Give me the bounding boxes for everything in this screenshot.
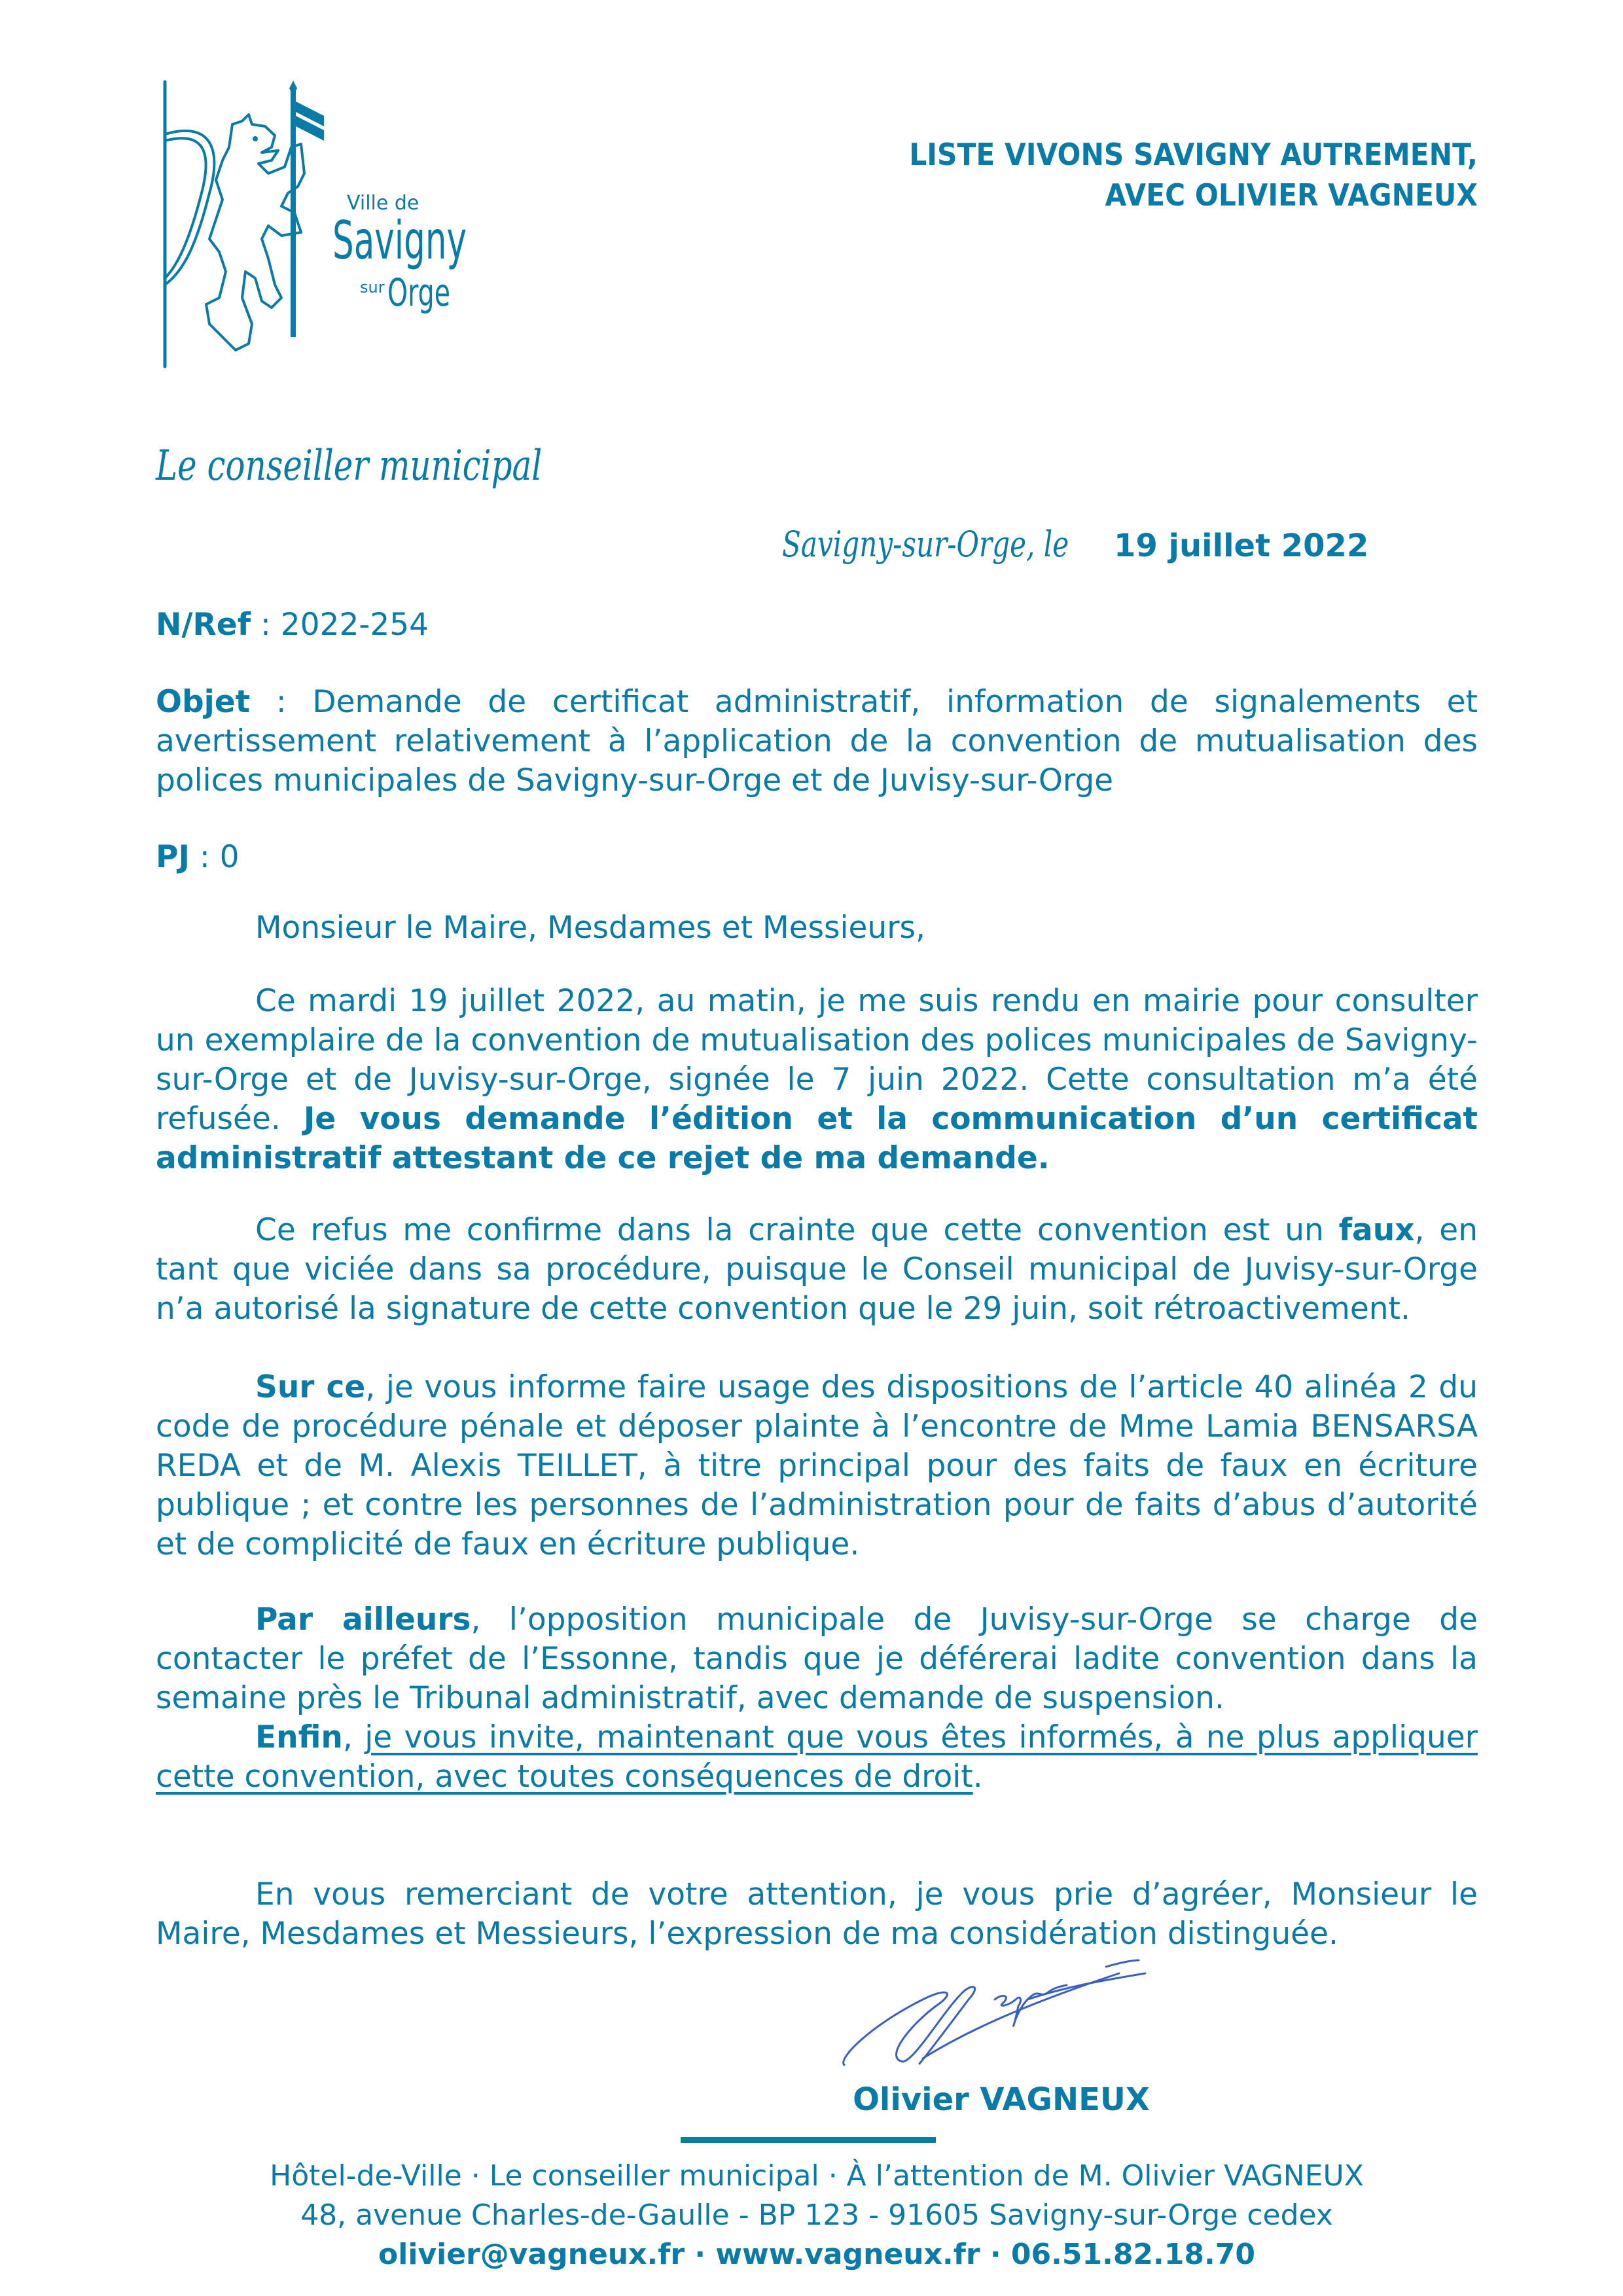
- signer-name: Olivier VAGNEUX: [853, 2081, 1150, 2118]
- logo-orge: Orge: [387, 270, 450, 315]
- paragraph-4: [156, 1600, 1478, 1718]
- paragraph-3-bold: Sur ce: [255, 1369, 366, 1405]
- city-logo: [157, 75, 497, 376]
- footer: [156, 2157, 1478, 2274]
- handwritten-signature-icon: [831, 1954, 1171, 2085]
- paragraph-4-bold: Par ailleurs: [255, 1602, 471, 1638]
- subject-line: [156, 683, 1478, 800]
- subject-value: Demande de certificat administratif, information de signalements et avertissement relativement à l’application de la convention de mutualisation des polices municipales de Savigny-sur-Orge et de Juvisy-sur-Orge: [156, 684, 1478, 798]
- footer-email-link[interactable]: olivier@vagneux.fr: [378, 2238, 685, 2271]
- footer-contact: [156, 2235, 1478, 2274]
- letterhead-title: [781, 134, 1478, 215]
- subject-sep: :: [250, 684, 313, 720]
- reference-label: N/Ref: [156, 607, 251, 643]
- paragraph-1-bold: Je vous demande l’édition et la communication d’un certificat administratif attestant de ce rejet de ma demande.: [156, 1101, 1478, 1176]
- paragraph-2-bold: faux: [1338, 1212, 1415, 1248]
- reference-sep: :: [251, 607, 281, 643]
- logo-ville-de: Ville de: [347, 192, 419, 215]
- attachments-value: 0: [219, 839, 240, 875]
- attachments-label: PJ: [156, 839, 190, 875]
- attachments-line: [156, 838, 1478, 877]
- dateline-place: Savigny-sur-Orge, le: [782, 524, 1069, 565]
- logo-savigny: Savigny: [332, 210, 467, 271]
- dateline-date: 19 juillet 2022: [1114, 528, 1369, 564]
- dateline: [782, 524, 1368, 565]
- paragraph-1-text: Ce mardi 19 juillet 2022, au matin, je me suis rendu en mairie pour consulter un exemplaire de la convention de mutualisation des polices municipales de Savigny-sur-Orge et de Juvisy-sur-Orge, signée le 7 juin 2022. Cette consultation m’a été refusée.: [156, 983, 1478, 1137]
- greeting: Monsieur le Maire, Mesdames et Messieurs,: [255, 910, 925, 946]
- paragraph-3: [156, 1368, 1478, 1564]
- paragraph-4-after: , l’opposition municipale de Juvisy-sur-Orge se charge de contacter le préfet de l’Essonne, tandis que je déférerai ladite convention dans la semaine près le Tribunal administratif, avec demande de suspension.: [156, 1602, 1478, 1716]
- logo-sur: sur: [360, 278, 385, 296]
- paragraph-2-after: , en tant que viciée dans sa procédure, puisque le Conseil municipal de Juvisy-sur-Orge n’a autorisé la signature de cette convention que le 29 juin, soit rétroactivement.: [156, 1212, 1478, 1327]
- paragraph-5: [156, 1718, 1478, 1797]
- attachments-sep: :: [189, 839, 220, 875]
- footer-phone: 06.51.82.18.70: [1010, 2238, 1255, 2271]
- footer-divider: [681, 2137, 936, 2143]
- letterhead-line-2: AVEC OLIVIER VAGNEUX: [1105, 177, 1478, 213]
- paragraph-2: [156, 1211, 1478, 1329]
- sender-role: Le conseiller municipal: [156, 442, 543, 490]
- reference-value: 2022-254: [280, 607, 429, 643]
- paragraph-5-sep: ,: [342, 1719, 365, 1755]
- lion-rampant-with-banner-icon: [157, 75, 497, 376]
- footer-sep-2: ·: [980, 2238, 1011, 2271]
- paragraph-2-before: Ce refus me confirme dans la crainte que cette convention est un: [255, 1212, 1339, 1248]
- subject-label: Objet: [156, 684, 251, 720]
- closing-paragraph: En vous remerciant de votre attention, je vous prie d’agréer, Monsieur le Maire, Mesdames et Messieurs, l’expression de ma considération distinguée.: [156, 1876, 1478, 1952]
- paragraph-5-after: .: [972, 1759, 983, 1795]
- footer-sep-1: ·: [685, 2238, 716, 2271]
- footer-website-link[interactable]: www.vagneux.fr: [715, 2238, 980, 2271]
- paragraph-5-underlined: je vous invite, maintenant que vous êtes informés, à ne plus appliquer cette convention, avec toutes conséquences de droit: [156, 1719, 1478, 1795]
- letterhead-line-1: LISTE VIVONS SAVIGNY AUTREMENT,: [909, 137, 1478, 172]
- paragraph-3-after: , je vous informe faire usage des dispositions de l’article 40 alinéa 2 du code de procédure pénale et déposer plainte à l’encontre de Mme Lamia BENSARSA REDA et de M. Alexis TEILLET, à titre principal pour des faits de faux en écriture publique ; et contre les personnes de l’administration pour de faits d’abus d’autorité et de complicité de faux en écriture publique.: [156, 1369, 1478, 1562]
- footer-line-1: Hôtel-de-Ville · Le conseiller municipal · À l’attention de M. Olivier VAGNEUX: [270, 2159, 1364, 2193]
- footer-address: 48, avenue Charles-de-Gaulle - BP 123 - 91605 Savigny-sur-Orge cedex: [300, 2198, 1333, 2232]
- reference-line: [156, 605, 1478, 645]
- paragraph-5-bold: Enfin: [255, 1719, 343, 1755]
- paragraph-1: [156, 982, 1478, 1178]
